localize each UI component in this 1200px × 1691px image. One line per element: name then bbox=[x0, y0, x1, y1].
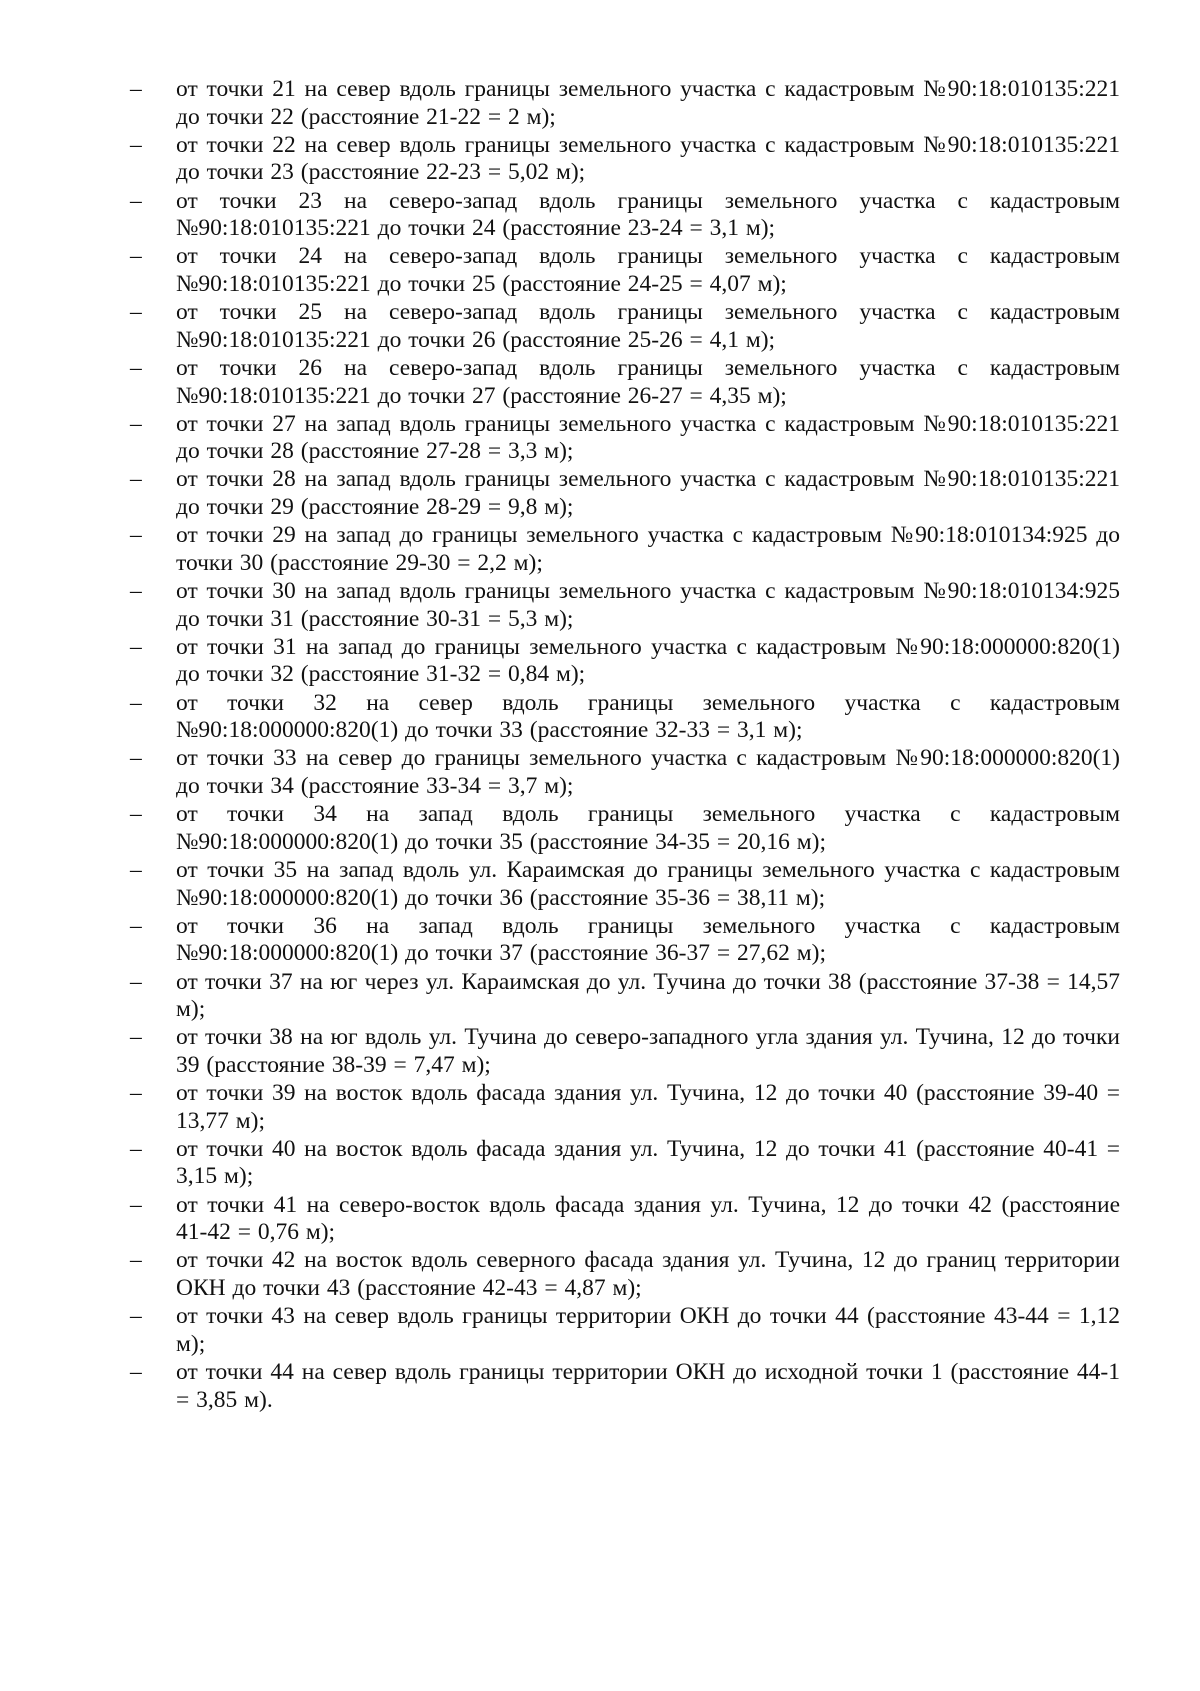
list-bullet: – bbox=[130, 745, 142, 772]
list-item bbox=[130, 411, 1120, 466]
list-bullet: – bbox=[130, 912, 142, 939]
list-item-text: от точки 24 на северо-запад вдоль границы земельного участка с кадастровым №90:18:010135:221 до точки 25 (расстояние 24-25 = 4,07 м); bbox=[176, 243, 1120, 297]
list-item-text: от точки 21 на север вдоль границы земельного участка с кадастровым №90:18:010135:221 до точки 22 (расстояние 21-22 = 2 м); bbox=[176, 76, 1120, 130]
list-item-text: от точки 27 на запад вдоль границы земельного участка с кадастровым №90:18:010135:221 до точки 28 (расстояние 27-28 = 3,3 м); bbox=[176, 410, 1120, 465]
list-bullet: – bbox=[130, 578, 142, 605]
list-item bbox=[130, 1080, 1120, 1135]
list-bullet: – bbox=[130, 801, 142, 828]
list-item bbox=[130, 188, 1120, 243]
list-item bbox=[130, 690, 1120, 745]
list-item bbox=[130, 1247, 1120, 1302]
list-bullet: – bbox=[130, 1247, 142, 1274]
list-bullet: – bbox=[130, 187, 142, 214]
list-item-text: от точки 36 на запад вдоль границы земельного участка с кадастровым №90:18:000000:820(1) до точки 37 (расстояние 36-37 = 27,62 м); bbox=[176, 912, 1120, 967]
list-item-text: от точки 25 на северо-запад вдоль границы земельного участка с кадастровым №90:18:010135:221 до точки 26 (расстояние 25-26 = 4,1 м); bbox=[176, 299, 1120, 353]
list-bullet: – bbox=[130, 1358, 142, 1385]
list-item bbox=[130, 76, 1120, 131]
list-item-text: от точки 32 на север вдоль границы земельного участка с кадастровым №90:18:000000:820(1) до точки 33 (расстояние 32-33 = 3,1 м); bbox=[176, 689, 1120, 744]
list-bullet: – bbox=[130, 633, 142, 660]
list-item-text: от точки 34 на запад вдоль границы земельного участка с кадастровым №90:18:000000:820(1) до точки 35 (расстояние 34-35 = 20,16 м); bbox=[176, 801, 1120, 855]
list-item bbox=[130, 969, 1120, 1024]
boundary-points-list bbox=[130, 76, 1120, 1415]
list-item bbox=[130, 634, 1120, 689]
list-item bbox=[130, 1303, 1120, 1358]
list-item bbox=[130, 578, 1120, 633]
list-bullet: – bbox=[130, 1080, 142, 1107]
list-bullet: – bbox=[130, 1135, 142, 1162]
list-item-text: от точки 38 на юг вдоль ул. Тучина до северо-западного угла здания ул. Тучина, 12 до точки 39 (расстояние 38-39 = 7,47 м); bbox=[176, 1024, 1120, 1078]
list-bullet: – bbox=[130, 689, 142, 716]
list-item-text: от точки 44 на север вдоль границы территории ОКН до исходной точки 1 (расстояние 44-1 = 3,85 м). bbox=[176, 1358, 1120, 1413]
list-item-text: от точки 26 на северо-запад вдоль границы земельного участка с кадастровым №90:18:010135:221 до точки 27 (расстояние 26-27 = 4,35 м); bbox=[176, 354, 1120, 409]
list-item-text: от точки 42 на восток вдоль северного фасада здания ул. Тучина, 12 до границ территории ОКН до точки 43 (расстояние 42-43 = 4,87 м); bbox=[176, 1247, 1120, 1301]
list-item-text: от точки 37 на юг через ул. Караимская до ул. Тучина до точки 38 (расстояние 37-38 = 14,57 м); bbox=[176, 968, 1120, 1023]
list-bullet: – bbox=[130, 243, 142, 270]
list-item-text: от точки 41 на северо-восток вдоль фасада здания ул. Тучина, 12 до точки 42 (расстояние 41-42 = 0,76 м); bbox=[176, 1191, 1120, 1246]
list-item bbox=[130, 857, 1120, 912]
list-item bbox=[130, 745, 1120, 800]
list-item-text: от точки 33 на север до границы земельного участка с кадастровым №90:18:000000:820(1) до точки 34 (расстояние 33-34 = 3,7 м); bbox=[176, 745, 1120, 799]
list-bullet: – bbox=[130, 76, 142, 102]
list-item bbox=[130, 801, 1120, 856]
list-bullet: – bbox=[130, 1024, 142, 1051]
list-item-text: от точки 29 на запад до границы земельного участка с кадастровым №90:18:010134:925 до точки 30 (расстояние 29-30 = 2,2 м); bbox=[176, 522, 1120, 576]
list-bullet: – bbox=[130, 522, 142, 549]
list-item-text: от точки 31 на запад до границы земельного участка с кадастровым №90:18:000000:820(1) до точки 32 (расстояние 31-32 = 0,84 м); bbox=[176, 633, 1120, 688]
list-item-text: от точки 23 на северо-запад вдоль границы земельного участка с кадастровым №90:18:010135:221 до точки 24 (расстояние 23-24 = 3,1 м); bbox=[176, 187, 1120, 242]
list-item bbox=[130, 243, 1120, 298]
list-bullet: – bbox=[130, 968, 142, 995]
list-item bbox=[130, 1192, 1120, 1247]
list-item bbox=[130, 913, 1120, 968]
list-item bbox=[130, 299, 1120, 354]
list-bullet: – bbox=[130, 466, 142, 493]
list-item bbox=[130, 1136, 1120, 1191]
list-item-text: от точки 39 на восток вдоль фасада здания ул. Тучина, 12 до точки 40 (расстояние 39-40 = 13,77 м); bbox=[176, 1080, 1120, 1134]
list-item-text: от точки 40 на восток вдоль фасада здания ул. Тучина, 12 до точки 41 (расстояние 40-41 = 3,15 м); bbox=[176, 1135, 1120, 1190]
list-bullet: – bbox=[130, 410, 142, 437]
list-item bbox=[130, 522, 1120, 577]
list-item-text: от точки 35 на запад вдоль ул. Караимская до границы земельного участка с кадастровым №90:18:000000:820(1) до точки 36 (расстояние 35-36 = 38,11 м); bbox=[176, 856, 1120, 911]
list-bullet: – bbox=[130, 131, 142, 158]
list-bullet: – bbox=[130, 856, 142, 883]
list-bullet: – bbox=[130, 354, 142, 381]
list-bullet: – bbox=[130, 1191, 142, 1218]
list-item bbox=[130, 466, 1120, 521]
list-bullet: – bbox=[130, 1303, 142, 1330]
list-item bbox=[130, 1359, 1120, 1414]
list-bullet: – bbox=[130, 299, 142, 326]
list-item-text: от точки 43 на север вдоль границы территории ОКН до точки 44 (расстояние 43-44 = 1,12 м); bbox=[176, 1303, 1120, 1357]
list-item-text: от точки 30 на запад вдоль границы земельного участка с кадастровым №90:18:010134:925 до точки 31 (расстояние 30-31 = 5,3 м); bbox=[176, 578, 1120, 632]
list-item-text: от точки 28 на запад вдоль границы земельного участка с кадастровым №90:18:010135:221 до точки 29 (расстояние 28-29 = 9,8 м); bbox=[176, 466, 1120, 521]
list-item-text: от точки 22 на север вдоль границы земельного участка с кадастровым №90:18:010135:221 до точки 23 (расстояние 22-23 = 5,02 м); bbox=[176, 131, 1120, 186]
list-item bbox=[130, 132, 1120, 187]
list-item bbox=[130, 355, 1120, 410]
list-item bbox=[130, 1024, 1120, 1079]
